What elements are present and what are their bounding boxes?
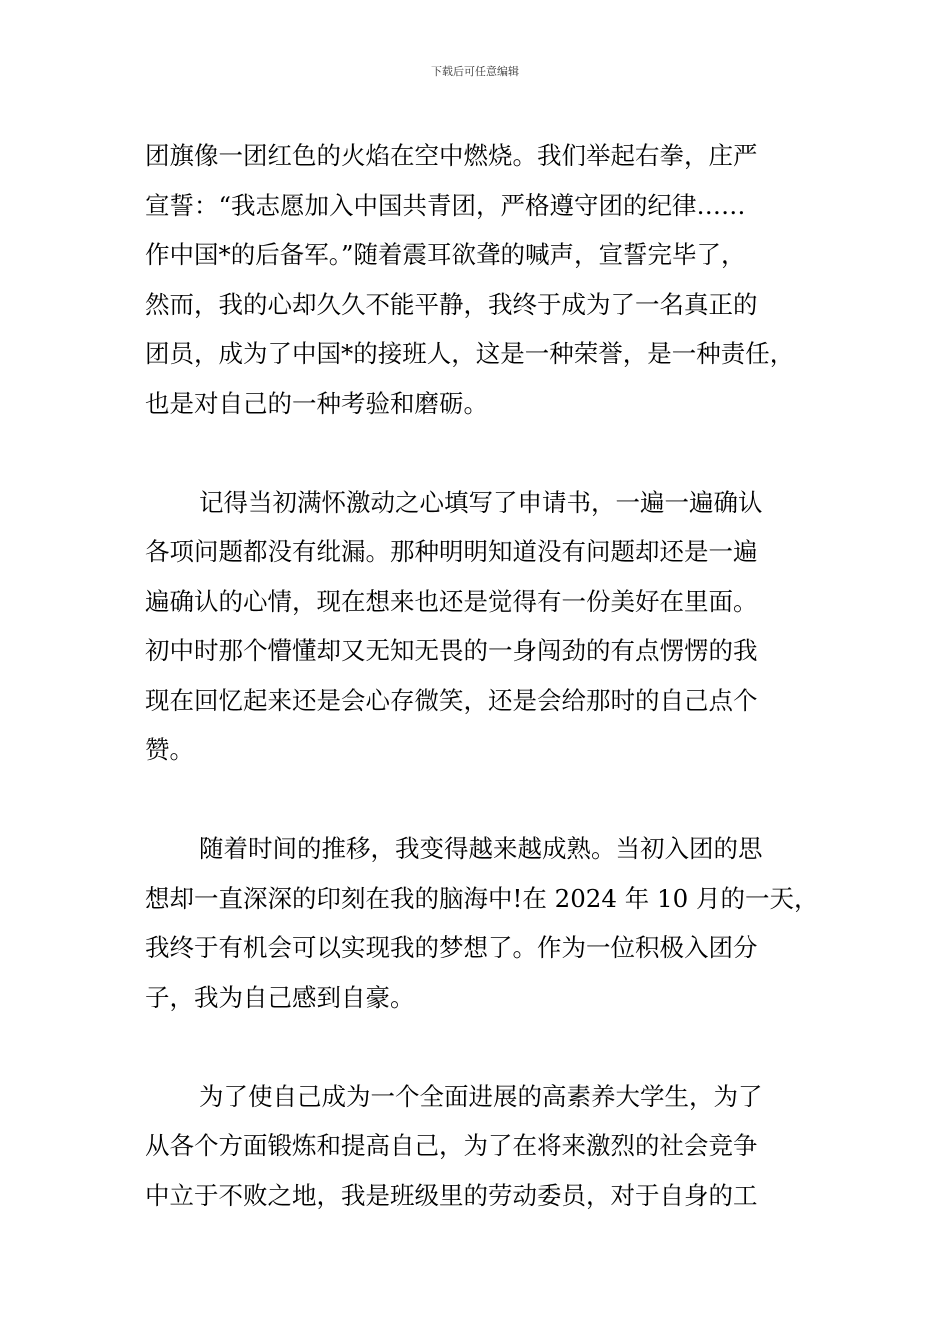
text-line: 遍确认的心情，现在想来也还是觉得有一份美好在里面。 [145,586,758,616]
text-line: 团旗像一团红色的火焰在空中燃烧。我们举起右拳，庄严 [145,141,758,170]
page-header: 下载后可任意编辑 [431,65,519,78]
text-line: 子，我为自己感到自豪。 [145,982,415,1012]
text-line: 也是对自己的一种考验和磨砺。 [145,388,488,418]
text-line: 赞。 [145,735,194,764]
paragraph-spacer [145,1022,815,1072]
text-line: 作中国*的后备军。”随着震耳欲聋的喊声，宣誓完毕了， [145,240,746,269]
text-line: 各项问题都没有纰漏。那种明明知道没有问题却还是一遍 [145,537,758,566]
text-line: 现在回忆起来还是会心存微笑，还是会给那时的自己点个 [145,685,758,715]
paragraph-spacer [145,775,815,825]
paragraph-spacer [145,428,815,478]
text-line: 想却一直深深的印刻在我的脑海中!在 2024 年 10 月的一天， [145,883,819,913]
text-line: 中立于不败之地，我是班级里的劳动委员，对于自身的工 [145,1180,758,1210]
text-line: 从各个方面锻炼和提高自己，为了在将来激烈的社会竞争 [145,1131,758,1160]
document-body [145,131,819,1220]
text-line: 团员，成为了中国*的接班人，这是一种荣誉，是一种责任， [145,339,795,368]
text-line: 随着时间的推移，我变得越来越成熟。当初入团的思 [199,834,763,863]
text-line: 为了使自己成为一个全面进展的高素养大学生，为了 [199,1081,763,1111]
paragraph-3 [145,824,819,1022]
text-line: 初中时那个懵懂却又无知无畏的一身闯劲的有点愣愣的我 [145,636,758,665]
text-line: 我终于有机会可以实现我的梦想了。作为一位积极入团分 [145,933,758,962]
text-line: 然而，我的心却久久不能平静，我终于成为了一名真正的 [145,289,758,319]
paragraph-4 [145,1072,815,1221]
text-line: 宣誓：“我志愿加入中国共青团，严格遵守团的纪律…… [145,190,746,220]
text-line: 记得当初满怀激动之心填写了申请书，一遍一遍确认 [199,487,763,517]
paragraph-2 [145,478,815,775]
paragraph-1 [145,131,815,428]
